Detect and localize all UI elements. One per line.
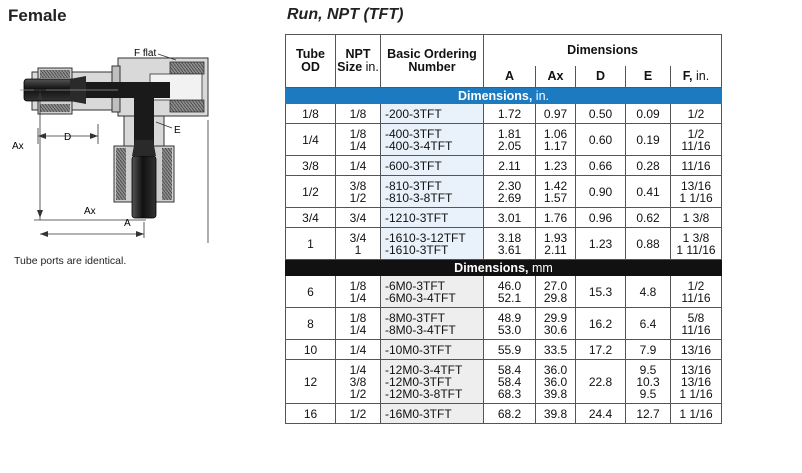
cell-ordering-number: -6M0-3TFT -6M0-3-4TFT	[381, 276, 484, 308]
header-a: A	[484, 66, 536, 88]
cell-dim-e: 0.19	[626, 124, 671, 156]
cell-dim-f: 1/2 11/16	[671, 124, 722, 156]
table-row	[286, 308, 722, 340]
cell-dim-a: 48.9 53.0	[484, 308, 536, 340]
cell-dim-d: 0.50	[576, 104, 626, 124]
table-row	[286, 156, 722, 176]
cell-dim-a: 55.9	[484, 340, 536, 360]
cell-dim-e: 0.09	[626, 104, 671, 124]
label-f-flat: F flat	[134, 48, 157, 59]
header-f: F, in.	[671, 66, 722, 88]
inch-section	[286, 88, 722, 260]
cell-dim-d: 0.66	[576, 156, 626, 176]
table-row	[286, 360, 722, 404]
cell-dim-d: 24.4	[576, 404, 626, 424]
cell-npt-size: 1/8	[336, 104, 381, 124]
diagram-caption: Tube ports are identical.	[14, 255, 127, 267]
table-row	[286, 176, 722, 208]
cell-dim-f: 5/8 11/16	[671, 308, 722, 340]
cell-dim-ax: 39.8	[536, 404, 576, 424]
label-ax-vertical: Ax	[12, 141, 24, 152]
cell-tube-od: 6	[286, 276, 336, 308]
cell-npt-size: 1/2	[336, 404, 381, 424]
cell-tube-od: 3/8	[286, 156, 336, 176]
cell-dim-a: 68.2	[484, 404, 536, 424]
cell-dim-ax: 1.76	[536, 208, 576, 228]
cell-dim-e: 7.9	[626, 340, 671, 360]
cell-ordering-number: -810-3TFT -810-3-8TFT	[381, 176, 484, 208]
cell-dim-a: 1.72	[484, 104, 536, 124]
dimensions-table	[285, 34, 722, 424]
cell-tube-od: 12	[286, 360, 336, 404]
section-title-run-npt: Run, NPT (TFT)	[287, 6, 404, 23]
header-d: D	[576, 66, 626, 88]
cell-ordering-number: -1610-3-12TFT -1610-3TFT	[381, 228, 484, 260]
cell-tube-od: 1	[286, 228, 336, 260]
cell-dim-ax: 0.97	[536, 104, 576, 124]
cell-npt-size: 1/4	[336, 156, 381, 176]
cell-tube-od: 1/4	[286, 124, 336, 156]
cell-dim-e: 12.7	[626, 404, 671, 424]
cell-dim-f: 1 1/16	[671, 404, 722, 424]
cell-tube-od: 3/4	[286, 208, 336, 228]
cell-dim-f: 13/16 1 1/16	[671, 176, 722, 208]
cell-dim-d: 16.2	[576, 308, 626, 340]
table-row	[286, 340, 722, 360]
cell-dim-f: 13/16	[671, 340, 722, 360]
mm-section	[286, 260, 722, 424]
cell-tube-od: 16	[286, 404, 336, 424]
cell-npt-size: 1/4	[336, 340, 381, 360]
cell-npt-size: 1/4 3/8 1/2	[336, 360, 381, 404]
label-e: E	[174, 125, 181, 136]
header-ordering-number: Basic Ordering Number	[381, 35, 484, 88]
header-dimensions: Dimensions	[484, 35, 722, 67]
table-row	[286, 104, 722, 124]
cell-dim-a: 2.30 2.69	[484, 176, 536, 208]
cell-npt-size: 1/8 1/4	[336, 308, 381, 340]
cell-dim-a: 58.4 58.4 68.3	[484, 360, 536, 404]
cell-tube-od: 1/2	[286, 176, 336, 208]
cell-dim-ax: 1.42 1.57	[536, 176, 576, 208]
cell-dim-d: 0.90	[576, 176, 626, 208]
label-ax-horizontal: Ax	[84, 206, 96, 217]
cell-dim-e: 9.5 10.3 9.5	[626, 360, 671, 404]
section-band-title: Dimensions, in.	[286, 88, 722, 104]
header-e: E	[626, 66, 671, 88]
table-row	[286, 404, 722, 424]
cell-ordering-number: -400-3TFT -400-3-4TFT	[381, 124, 484, 156]
table-row	[286, 276, 722, 308]
section-band	[286, 260, 722, 276]
cell-npt-size: 3/4 1	[336, 228, 381, 260]
cell-dim-d: 15.3	[576, 276, 626, 308]
cell-dim-e: 0.62	[626, 208, 671, 228]
cell-dim-d: 17.2	[576, 340, 626, 360]
header-npt-size: NPT Size in.	[336, 35, 381, 88]
fitting-body	[24, 58, 208, 116]
section-band-title: Dimensions, mm	[286, 260, 722, 276]
cell-npt-size: 1/8 1/4	[336, 276, 381, 308]
cell-dim-e: 4.8	[626, 276, 671, 308]
table-row	[286, 208, 722, 228]
cell-ordering-number: -8M0-3TFT -8M0-3-4TFT	[381, 308, 484, 340]
cell-dim-a: 3.18 3.61	[484, 228, 536, 260]
cell-ordering-number: -600-3TFT	[381, 156, 484, 176]
cell-ordering-number: -12M0-3-4TFT -12M0-3TFT -12M0-3-8TFT	[381, 360, 484, 404]
cell-dim-f: 1 3/8 1 11/16	[671, 228, 722, 260]
cell-dim-f: 11/16	[671, 156, 722, 176]
section-band	[286, 88, 722, 104]
cell-tube-od: 10	[286, 340, 336, 360]
cell-tube-od: 1/8	[286, 104, 336, 124]
cell-npt-size: 3/8 1/2	[336, 176, 381, 208]
cell-dim-a: 2.11	[484, 156, 536, 176]
header-ax: Ax	[536, 66, 576, 88]
label-a: A	[124, 218, 131, 229]
cell-dim-ax: 1.23	[536, 156, 576, 176]
cell-dim-ax: 36.0 36.0 39.8	[536, 360, 576, 404]
cell-dim-ax: 29.9 30.6	[536, 308, 576, 340]
cell-dim-ax: 1.93 2.11	[536, 228, 576, 260]
section-title-female: Female	[8, 6, 67, 25]
cell-dim-d: 22.8	[576, 360, 626, 404]
cell-ordering-number: -16M0-3TFT	[381, 404, 484, 424]
fitting-diagram	[0, 28, 270, 243]
cell-dim-ax: 1.06 1.17	[536, 124, 576, 156]
cell-npt-size: 3/4	[336, 208, 381, 228]
cell-npt-size: 1/8 1/4	[336, 124, 381, 156]
cell-dim-e: 0.88	[626, 228, 671, 260]
cell-ordering-number: -10M0-3TFT	[381, 340, 484, 360]
cell-dim-d: 0.96	[576, 208, 626, 228]
cell-tube-od: 8	[286, 308, 336, 340]
cell-dim-f: 1/2	[671, 104, 722, 124]
cell-dim-e: 0.41	[626, 176, 671, 208]
header-tube-od: Tube OD	[286, 35, 336, 88]
cell-dim-d: 1.23	[576, 228, 626, 260]
label-d: D	[64, 132, 72, 143]
cell-dim-ax: 33.5	[536, 340, 576, 360]
cell-dim-e: 0.28	[626, 156, 671, 176]
cell-dim-ax: 27.0 29.8	[536, 276, 576, 308]
cell-ordering-number: -1210-3TFT	[381, 208, 484, 228]
table-row	[286, 228, 722, 260]
table-row	[286, 124, 722, 156]
cell-dim-f: 13/16 13/16 1 1/16	[671, 360, 722, 404]
cell-dim-f: 1/2 11/16	[671, 276, 722, 308]
cell-ordering-number: -200-3TFT	[381, 104, 484, 124]
cell-dim-e: 6.4	[626, 308, 671, 340]
cell-dim-a: 46.0 52.1	[484, 276, 536, 308]
cell-dim-a: 1.81 2.05	[484, 124, 536, 156]
cell-dim-f: 1 3/8	[671, 208, 722, 228]
cell-dim-a: 3.01	[484, 208, 536, 228]
cell-dim-d: 0.60	[576, 124, 626, 156]
